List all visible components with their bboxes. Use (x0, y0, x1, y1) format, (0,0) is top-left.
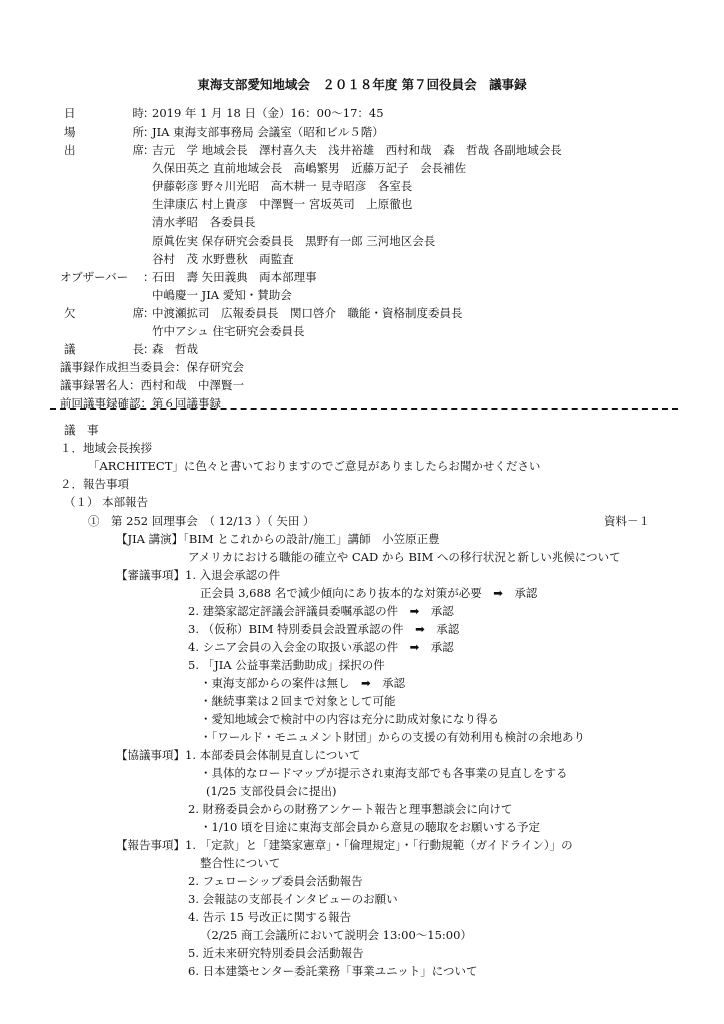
report-item-4-note: （2/25 商工会議所において説明会 13:00～15:00） (200, 928, 472, 942)
result-text: 承認 (382, 676, 406, 690)
subsection-heading: （１） 本部報告 (64, 495, 149, 509)
agenda-item-1-text: 「ARCHITECT」に色々と書いておりますのでご意見がありましたらお聞かせください (88, 459, 541, 473)
observers-line: 中嶋慶一 JIA 愛知・賛助会 (152, 288, 292, 302)
attendees-line: 谷村 茂 水野豊秋 両監査 (152, 252, 294, 266)
deliberation-item-1-detail (200, 588, 537, 600)
place-label: 場 所 (64, 125, 144, 139)
result-text: 承認 (430, 640, 454, 654)
deliberation-tag: 【審議事項】 (116, 568, 185, 582)
result-text: 承認 (430, 604, 454, 618)
deliberation-item-5-point: ・継続事業は２回まで対象として可能 (200, 694, 396, 708)
deliberation-item-5: 5. 「JIA 公益事業活動助成」採択の件 (188, 658, 385, 672)
colon: ： (143, 306, 155, 320)
recorder-line: 議事録作成担当委員会：保存研究会 (60, 360, 244, 374)
report-item-6: 6. 日本建築センター委託業務「事業ユニット」について (188, 964, 478, 978)
place-value: JIA 東海支部事務局 会議室（昭和ビル５階） (152, 125, 384, 139)
report-tag: 【報告事項】 (116, 838, 185, 852)
lecture-description: アメリカにおける職能の確立や CAD から BIM への移行状況と新しい兆候について (188, 550, 621, 564)
report-item-4: 4. 告示 15 号改正に関する報告 (188, 910, 352, 924)
signers-line: 議事録署名人：西村和哉 中澤賢一 (60, 378, 244, 392)
agenda-item-2: ２．報告事項 (60, 477, 129, 491)
date-label: 日 時 (64, 106, 144, 120)
discussion-tag: 【協議事項】 (116, 748, 185, 762)
agenda-item-1: １．地域会長挨拶 (60, 441, 152, 455)
deliberation-item-5-point: ・愛知地域会で検討中の内容は充分に助成対象になり得る (200, 712, 499, 726)
absent-line: 竹中アシュ 住宅研究会委員長 (152, 324, 305, 338)
colon: ： (143, 342, 155, 356)
discussion-item-1-note: (1/25 支部役員会に提出) (206, 784, 337, 798)
attendees-line: 伊藤彰彦 野々川光昭 高木耕一 見寺昭彦 各室長 (152, 179, 413, 193)
observers-label: オブザーバー (60, 270, 129, 284)
arrow-right-icon: ➡ (493, 586, 503, 600)
lecture-tag: 【JIA 講演】 (116, 532, 184, 546)
item-text: 4. シニア会員の入会金の取扱い承認の件 (188, 640, 399, 654)
colon: ： (143, 125, 155, 139)
item-text: 2. 建築家認定評議会評議員委嘱承認の件 (188, 604, 399, 618)
deliberation-item-2 (188, 606, 454, 618)
report-line (116, 840, 573, 852)
result-text: 承認 (514, 586, 538, 600)
deliberation-item-1: 1. 入退会承認の件 (185, 568, 281, 582)
arrow-right-icon: ➡ (415, 622, 425, 636)
deliberation-item-5-point (200, 678, 405, 690)
previous-minutes-line: 前回議事録確認：第６回議事録 (60, 396, 221, 410)
deliberation-item-4 (188, 642, 454, 654)
attendees-line: 生津康広 村上貴彦 中澤賢一 宮坂英司 上原徹也 (152, 197, 413, 211)
deliberation-item-5-point: ・「ワールド・モニュメント財団」からの支援の有効利用も検討の余地あり (200, 730, 586, 744)
colon: ： (143, 143, 155, 157)
lecture-title: 「BIM とこれからの設計/施工」講師 小笠原正豊 (183, 532, 440, 546)
date-value: 2019 年 1 月 18 日（金）16：00～17：45 (152, 106, 384, 120)
arrow-right-icon: ➡ (409, 640, 420, 654)
arrow-right-icon: ➡ (361, 676, 371, 690)
discussion-item-2-point: ・1/10 頃を目途に東海支部会員から意見の聴取をお願いする予定 (200, 820, 540, 834)
discussion-line (116, 750, 360, 762)
attendees-line: 久保田英之 直前地域会長 高嶋繁男 近藤万記子 会長補佐 (152, 161, 467, 175)
discussion-item-1: 1. 本部委員会体制見直しについて (185, 748, 361, 762)
detail-text: 正会員 3,688 名で減少傾向にあり抜本的な対策が必要 (200, 586, 482, 600)
attendees-line: 吉元 学 地域会長 澤村喜久夫 浅井裕雄 西村和哉 森 哲哉 各副地域会長 (152, 143, 562, 157)
discussion-item-1-point: ・具体的なロードマップが提示され東海支部でも各事業の見直しをする (200, 766, 568, 780)
material-label: 資料－１ (604, 514, 650, 528)
colon: ： (143, 106, 155, 120)
arrow-right-icon: ➡ (409, 604, 420, 618)
board-meeting-line: ① 第 252 回理事会 （ 12/13 ）（ 矢田 ） (88, 514, 315, 528)
report-item-1-cont: 整合性について (200, 856, 281, 870)
document-title: 東海支部愛知地域会 ２０１８年度 第７回役員会 議事録 (197, 77, 527, 92)
result-text: 承認 (436, 622, 460, 636)
attendees-line: 原眞佐実 保存研究会委員長 黒野有一郎 三河地区会長 (152, 234, 436, 248)
absent-label: 欠 席 (64, 306, 144, 320)
absent-line: 中渡瀬拡司 広報委員長 関口啓介 職能・資格制度委員長 (152, 306, 463, 320)
report-item-3: 3. 会報誌の支部長インタビューのお願い (188, 892, 398, 906)
colon: ： (143, 270, 155, 284)
deliberation-item-3 (188, 624, 459, 636)
observers-line: 石田 壽 矢田義典 両本部理事 (152, 270, 317, 284)
agenda-heading: 議 事 (64, 423, 99, 437)
attendees-line: 清水孝昭 各委員長 (152, 215, 256, 229)
attendees-label: 出 席 (64, 143, 144, 157)
discussion-item-2: 2. 財務委員会からの財務アンケート報告と理事懇談会に向けて (188, 802, 513, 816)
deliberation-line (116, 570, 280, 582)
chair-value: 森 哲哉 (152, 342, 198, 356)
chair-label: 議 長 (64, 342, 144, 356)
report-item-2: 2. フェローシップ委員会活動報告 (188, 874, 363, 888)
lecture-line (116, 534, 440, 546)
report-item-1: 1. 「定款」と「建築家憲章」・「倫理規定」・「行動規範（ガイドライン）」の (185, 838, 573, 852)
point-text: ・東海支部からの案件は無し (200, 676, 350, 690)
item-text: 3. （仮称）BIM 特別委員会設置承認の件 (188, 622, 404, 636)
report-item-5: 5. 近未来研究特別委員会活動報告 (188, 946, 364, 960)
section-divider (50, 408, 678, 410)
